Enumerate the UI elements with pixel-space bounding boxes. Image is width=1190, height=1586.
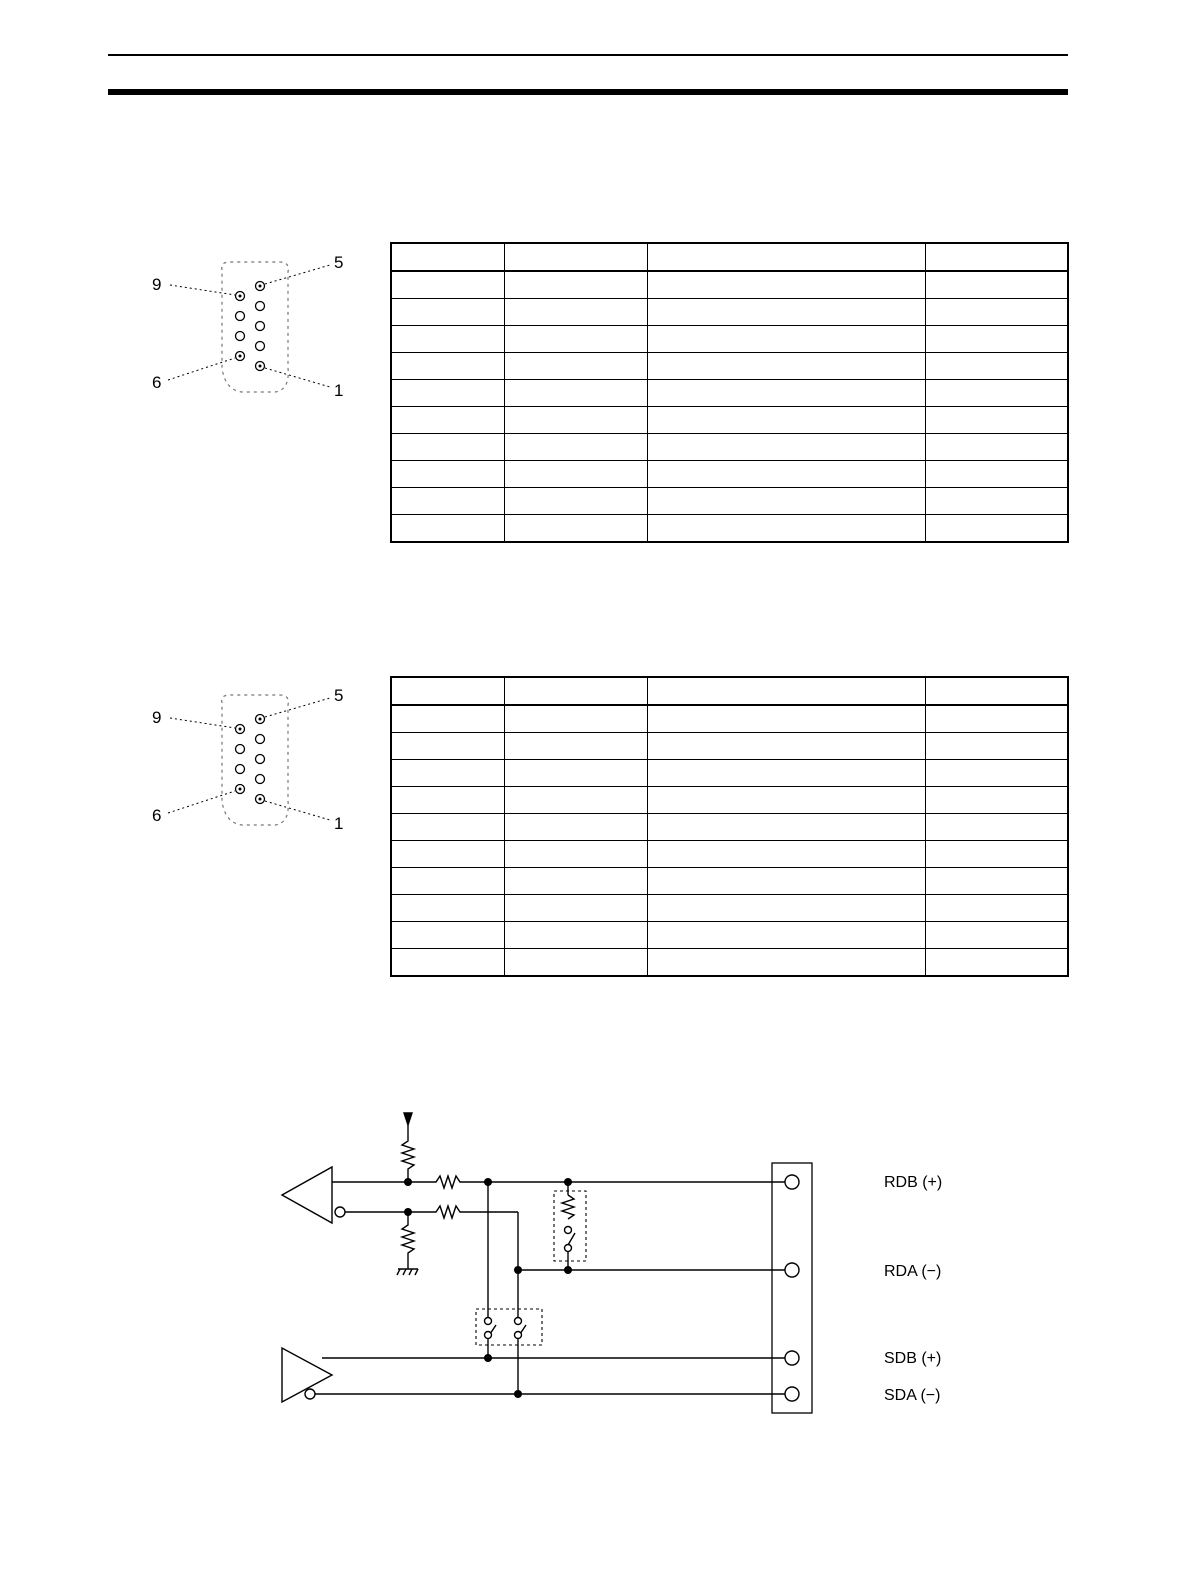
signal-label-rdb: RDB (+) xyxy=(884,1174,943,1191)
driver-invert-bubble xyxy=(305,1389,315,1399)
table-row xyxy=(391,868,1068,895)
table-row xyxy=(391,515,1068,543)
table-header-row xyxy=(391,243,1068,271)
pin-table-2 xyxy=(390,676,1069,977)
power-supply-icon xyxy=(404,1113,412,1125)
pin-label-1: 1 xyxy=(334,814,344,833)
signal-label-rda: RDA (−) xyxy=(884,1263,942,1280)
table-row xyxy=(391,733,1068,760)
table-row xyxy=(391,299,1068,326)
table-row xyxy=(391,271,1068,299)
signal-label-sda: SDA (−) xyxy=(884,1387,941,1404)
table-row xyxy=(391,488,1068,515)
connector-diagram-1 xyxy=(130,240,370,410)
table-row xyxy=(391,407,1068,434)
series-resistor-2 xyxy=(432,1206,518,1218)
terminal-block xyxy=(772,1163,812,1413)
pin-label-9: 9 xyxy=(152,708,162,727)
pin-label-1: 1 xyxy=(334,381,344,400)
table-row xyxy=(391,705,1068,733)
table-row xyxy=(391,814,1068,841)
pin-label-5: 5 xyxy=(334,253,344,272)
pin-label-9: 9 xyxy=(152,275,162,294)
receiver-triangle xyxy=(282,1167,332,1223)
table-row xyxy=(391,461,1068,488)
terminal-rda xyxy=(785,1263,799,1277)
table-row xyxy=(391,353,1068,380)
header-rule-thick xyxy=(108,89,1068,95)
table-row xyxy=(391,787,1068,814)
two-wire-switch-box xyxy=(476,1309,542,1345)
table-row xyxy=(391,922,1068,949)
table-row xyxy=(391,326,1068,353)
terminal-sdb xyxy=(785,1351,799,1365)
series-resistor-1 xyxy=(432,1176,488,1188)
table-row xyxy=(391,434,1068,461)
header-rule-thin xyxy=(108,54,1068,56)
connector-diagram-2 xyxy=(130,673,370,843)
pin-label-5: 5 xyxy=(334,686,344,705)
terminal-rdb xyxy=(785,1175,799,1189)
table-row xyxy=(391,949,1068,977)
table-row xyxy=(391,895,1068,922)
pin-label-6: 6 xyxy=(152,806,162,825)
pullup-resistor xyxy=(402,1137,414,1182)
table-row xyxy=(391,380,1068,407)
table-row xyxy=(391,760,1068,787)
table-header-row xyxy=(391,677,1068,705)
table-row xyxy=(391,841,1068,868)
receiver-invert-bubble xyxy=(335,1207,345,1217)
rs422-circuit-diagram xyxy=(270,1105,990,1425)
terminal-sda xyxy=(785,1387,799,1401)
signal-label-sdb: SDB (+) xyxy=(884,1350,942,1367)
pulldown-resistor xyxy=(402,1212,414,1269)
pin-label-6: 6 xyxy=(152,373,162,392)
pin-table-1 xyxy=(390,242,1069,543)
